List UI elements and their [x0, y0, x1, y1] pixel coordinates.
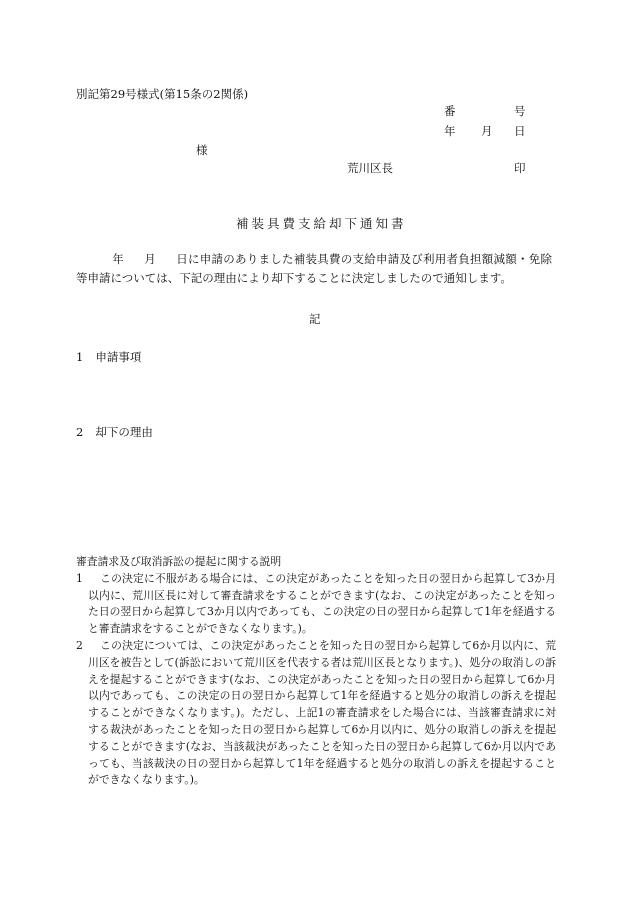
- number-suffix: 号: [514, 104, 526, 118]
- note-text: この決定については、この決定があったことを知った日の翌日から起算して6か月以内に、荒川区を被告として(訴訟において荒川区を代表する者は荒川区長となります。)、処分の取消しの訴えを提起することができます(なお、この決定があったことを知った日の翌日から起算して6か月以内であっても、この決定の日の翌日から起算して1年を経過すると処分の取消しの訴えを提起することができなくなります。)。ただし、上記1の審査請求をした場合には、当該審査請求に対する裁決があったことを知った日の翌日から起算して6か月以内に、処分の取消しの訴えを提起することができます(なお、当該裁決があったことを知った日の翌日から起算して6か月以内であっても、当該裁決の日の翌日から起算して1年を経過すると処分の取消しの訴えを提起することができなくなります。)。: [88, 638, 556, 787]
- issuer-name: 荒川区長: [347, 161, 393, 175]
- seal-mark: 印: [514, 161, 526, 175]
- intro-text: 日に申請のありました補装具費の支給申請及び利用者負担額減額・免除等申請については、下記の理由により却下することに決定しましたので通知します。: [76, 252, 552, 285]
- intro-year: 年: [112, 252, 124, 266]
- note-number: 2: [76, 638, 83, 652]
- ki-mark: 記: [309, 312, 321, 326]
- item-label: 却下の理由: [95, 425, 153, 439]
- item-label: 申請事項: [95, 350, 142, 364]
- intro-month: 月: [144, 252, 156, 266]
- note-text: この決定に不服がある場合には、この決定があったことを知った日の翌日から起算して3か月以内に、荒川区長に対して審査請求をすることができます(なお、この決定があったことを知った日の翌日から起算して3か月以内であっても、この決定の日の翌日から起算して1年を経過すると審査請求をすることができなくなります。)。: [88, 571, 556, 636]
- item-number: 2: [76, 425, 84, 439]
- note-item: [76, 571, 556, 638]
- note-number: 1: [76, 571, 83, 585]
- item-application: [76, 350, 141, 364]
- notes-heading: 審査請求及び取消訴訟の提起に関する説明: [76, 555, 282, 568]
- date-year-label: 年: [444, 124, 456, 138]
- date-month-label: 月: [481, 124, 493, 138]
- number-label: 番: [444, 104, 456, 118]
- intro-paragraph: [76, 250, 552, 288]
- note-item: [76, 638, 556, 789]
- document-title: 補装具費支給却下通知書: [236, 216, 407, 231]
- date-day-label: 日: [514, 124, 526, 138]
- item-rejection-reason: [76, 425, 153, 439]
- appeal-notes: [76, 554, 556, 789]
- item-number: 1: [76, 350, 84, 364]
- form-reference: 別記第29号様式(第15条の2関係): [76, 87, 249, 101]
- addressee-suffix: 様: [196, 143, 208, 157]
